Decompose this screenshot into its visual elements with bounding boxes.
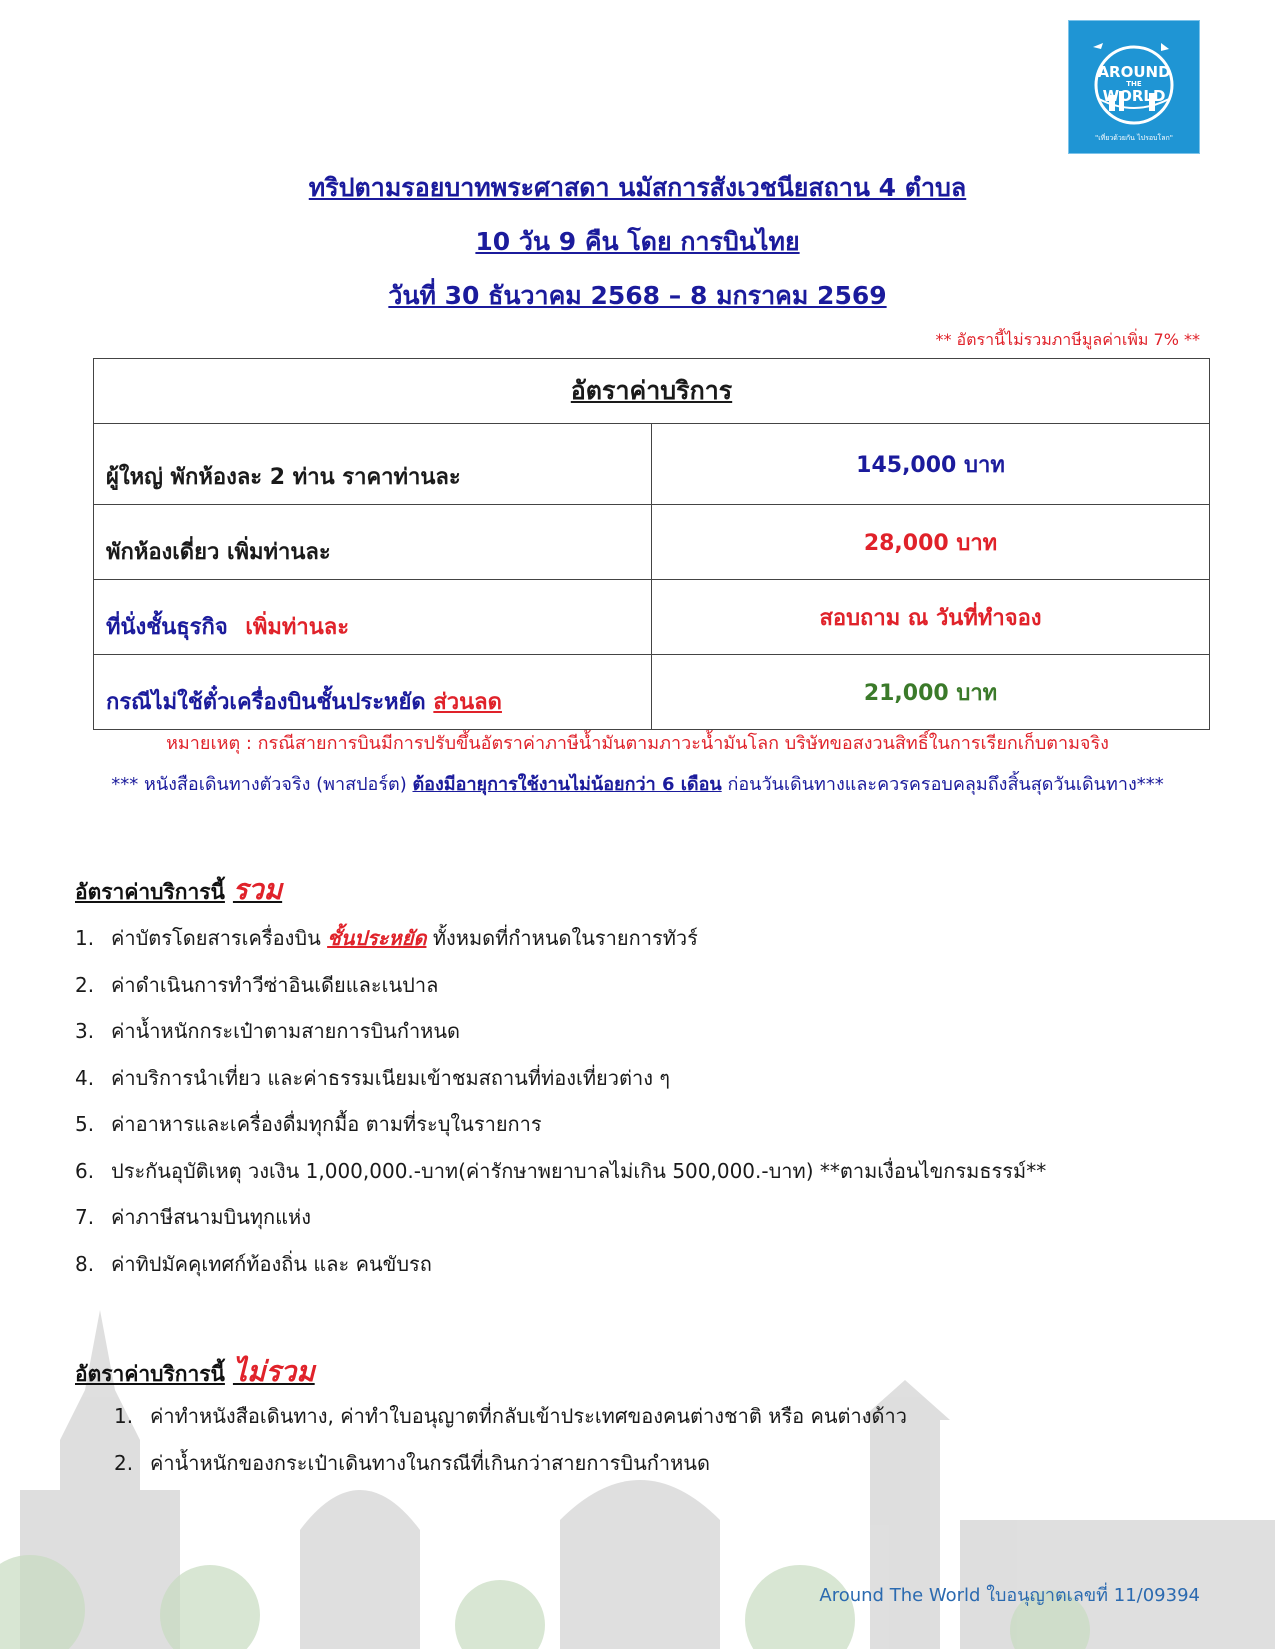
trip-dates: วันที่ 30 ธันวาคม 2568 – 8 มกราคม 2569	[388, 281, 887, 310]
price-label-no-ticket	[94, 655, 652, 730]
logo-text-world: WORLD	[1102, 87, 1166, 105]
table-row	[94, 580, 1210, 655]
price-table	[93, 358, 1210, 730]
passport-note-part2: ก่อนวันเดินทางและควรครอบคลุมถึงสิ้นสุดวันเดินทาง***	[727, 774, 1164, 795]
price-label-business	[94, 580, 652, 655]
list-item	[75, 1008, 1046, 1055]
price-value-no-ticket: 21,000 บาท	[652, 655, 1210, 730]
list-item	[75, 1148, 1046, 1195]
included-section-title	[75, 868, 282, 912]
price-value-adult: 145,000 บาท	[652, 424, 1210, 505]
included-list	[75, 915, 1046, 1287]
excluded-list	[114, 1393, 907, 1486]
fuel-surcharge-note: หมายเหตุ : กรณีสายการบินมีการปรับขึ้นอัตราค่าภาษีน้ำมันตามภาวะน้ำมันโลก บริษัทขอสงวนสิทธิ์ในการเรียกเก็บตามจริง	[166, 733, 1109, 754]
passport-note	[80, 768, 1195, 802]
no-ticket-label: กรณีไม่ใช้ตั๋วเครื่องบินชั้นประหยัด	[106, 690, 426, 715]
discount-label: ส่วนลด	[433, 690, 502, 715]
list-item-text: ค่าน้ำหนักกระเป๋าตามสายการบินกำหนด	[111, 1019, 461, 1043]
included-title-em: รวม	[232, 873, 283, 906]
footer-license-number: ใบอนุญาตเลขที่ 11/09394	[986, 1585, 1200, 1606]
list-item	[75, 1055, 1046, 1102]
trip-title: ทริปตามรอยบาทพระศาสดา นมัสการสังเวชนียสถาน 4 ตำบล	[308, 173, 967, 202]
list-item-number: 7.	[75, 1205, 95, 1229]
list-item	[75, 915, 1046, 962]
list-item	[114, 1440, 907, 1487]
logo-text-the: THE	[1126, 80, 1142, 88]
list-item-text: ค่าดำเนินการทำวีซ่าอินเดียและเนปาล	[111, 972, 439, 997]
list-item-number: 1.	[75, 926, 95, 950]
logo-tagline: "เที่ยวด้วยกัน ไปรอบโลก"	[1095, 134, 1173, 142]
included-title-label: อัตราค่าบริการนี้	[75, 880, 225, 904]
excluded-title-label: อัตราค่าบริการนี้	[75, 1362, 225, 1386]
list-item-text: ประกันอุบัติเหตุ วงเงิน 1,000,000.-บาท(ค่ารักษาพยาบาลไม่เกิน 500,000.-บาท) **ตามเงื่อนไขกรมธรรม์**	[111, 1158, 1047, 1183]
price-table-header-label: อัตราค่าบริการ	[570, 376, 733, 405]
list-item-text-suffix: ทั้งหมดที่กำหนดในรายการทัวร์	[432, 926, 698, 950]
list-item	[75, 962, 1046, 1009]
business-seat-label: ที่นั่งชั้นธุรกิจ	[106, 615, 228, 640]
list-item-number: 2.	[75, 972, 95, 997]
footer-brand: Around The World	[819, 1585, 981, 1606]
economy-class-highlight: ชั้นประหยัด	[327, 926, 427, 950]
table-row	[94, 424, 1210, 505]
price-label-single-room: พักห้องเดี่ยว เพิ่มท่านละ	[94, 505, 652, 580]
price-label-adult: ผู้ใหญ่ พักห้องละ 2 ท่าน ราคาท่านละ	[94, 424, 652, 505]
list-item-text: ค่าน้ำหนักของกระเป๋าเดินทางในกรณีที่เกินกว่าสายการบินกำหนด	[150, 1450, 710, 1475]
list-item-text: ค่าทำหนังสือเดินทาง, ค่าทำใบอนุญาตที่กลับเข้าประเทศของคนต่างชาติ หรือ คนต่างด้าว	[150, 1404, 907, 1428]
list-item-text: ค่าอาหารและเครื่องดื่มทุกมื้อ ตามที่ระบุในรายการ	[111, 1112, 542, 1136]
vat-note: ** อัตรานี้ไม่รวมภาษีมูลค่าเพิ่ม 7% **	[935, 330, 1200, 349]
excluded-section-title	[75, 1350, 315, 1394]
logo-text-around: AROUND	[1097, 63, 1171, 81]
excluded-title-em: ไม่รวม	[232, 1355, 315, 1388]
passport-note-validity: ต้องมีอายุการใช้งานไม่น้อยกว่า 6 เดือน	[412, 774, 722, 795]
price-value-single-room: 28,000 บาท	[652, 505, 1210, 580]
list-item-number: 2.	[114, 1450, 134, 1475]
business-extra-label: เพิ่มท่านละ	[245, 615, 350, 640]
list-item-number: 5.	[75, 1112, 95, 1136]
list-item-text: ค่าทิปมัคคุเทศก์ท้องถิ่น และ คนขับรถ	[111, 1251, 432, 1276]
list-item-number: 1.	[114, 1404, 134, 1428]
list-item-number: 3.	[75, 1019, 95, 1043]
company-logo	[1068, 20, 1200, 154]
price-value-business: สอบถาม ณ วันที่ทำจอง	[652, 580, 1210, 655]
list-item-number: 8.	[75, 1251, 95, 1276]
table-row	[94, 655, 1210, 730]
list-item-number: 6.	[75, 1158, 95, 1183]
list-item	[114, 1393, 907, 1440]
passport-note-part1: *** หนังสือเดินทางตัวจริง (พาสปอร์ต)	[111, 774, 407, 795]
list-item-text: ค่าบริการนำเที่ยว และค่าธรรมเนียมเข้าชมสถานที่ท่องเที่ยวต่าง ๆ	[111, 1065, 671, 1090]
footer-license	[819, 1580, 1200, 1609]
list-item-text: ค่าภาษีสนามบินทุกแห่ง	[111, 1205, 311, 1229]
list-item	[75, 1194, 1046, 1241]
price-table-header	[94, 359, 1210, 424]
list-item	[75, 1101, 1046, 1148]
trip-duration: 10 วัน 9 คืน โดย การบินไทย	[475, 227, 800, 256]
table-row	[94, 505, 1210, 580]
list-item-text: ค่าบัตรโดยสารเครื่องบิน	[111, 926, 321, 950]
list-item-number: 4.	[75, 1065, 95, 1090]
